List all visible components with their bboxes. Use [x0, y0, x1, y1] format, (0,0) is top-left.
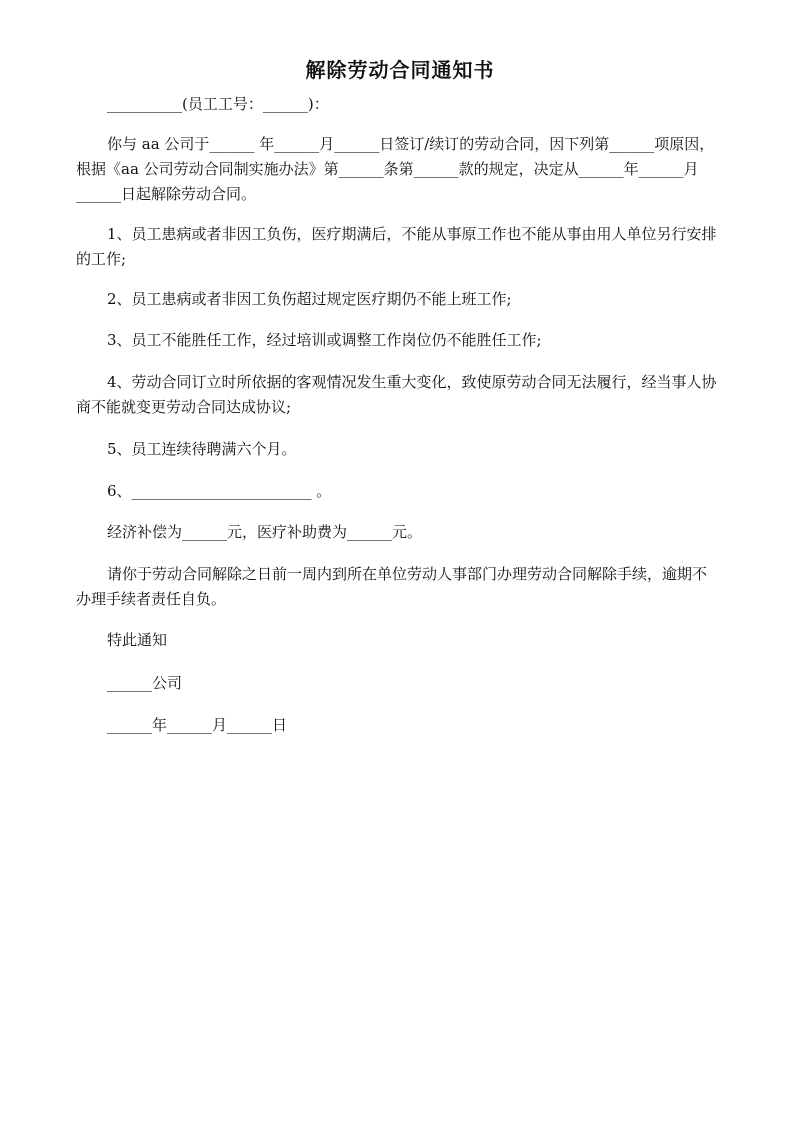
- closing-line: 特此通知: [107, 631, 168, 649]
- instruction-line-1: 请你于劳动合同解除之日前一周内到所在单位劳动人事部门办理劳动合同解除手续，逾期不: [107, 565, 708, 583]
- document-title: 解除劳动合同通知书: [305, 58, 495, 82]
- intro-line-1: 你与 aa 公司于______ 年______月______日签订/续订的劳动合同，因下列第______项原因，: [107, 135, 715, 153]
- date-line: ______年______月______日: [107, 716, 288, 734]
- reason-5: 5、员工连续待聘满六个月。: [107, 440, 297, 458]
- reason-3: 3、员工不能胜任工作，经过培训或调整工作岗位仍不能胜任工作;: [107, 331, 542, 349]
- intro-line-2: 根据《aa 公司劳动合同制实施办法》第______条第______款的规定，决定从______年______月: [76, 160, 699, 178]
- company-line: ______公司: [107, 674, 183, 692]
- reason-4-line-2: 商不能就变更劳动合同达成协议;: [76, 398, 292, 416]
- reason-1-line-1: 1、员工患病或者非因工负伤，医疗期满后，不能从事原工作也不能从事由用人单位另行安排: [107, 225, 717, 243]
- reason-4-line-1: 4、劳动合同订立时所依据的客观情况发生重大变化，致使原劳动合同无法履行，经当事人协: [107, 373, 717, 391]
- compensation-line: 经济补偿为______元，医疗补助费为______元。: [107, 523, 423, 541]
- instruction-line-2: 办理手续者责任自负。: [76, 590, 227, 608]
- reason-1-line-2: 的工作;: [76, 250, 127, 268]
- reason-2: 2、员工患病或者非因工负伤超过规定医疗期仍不能上班工作;: [107, 290, 512, 308]
- reason-6: 6、________________________ 。: [107, 482, 332, 500]
- intro-line-3: ______日起解除劳动合同。: [76, 185, 257, 203]
- addressee-line: __________(员工工号：______)：: [107, 95, 329, 113]
